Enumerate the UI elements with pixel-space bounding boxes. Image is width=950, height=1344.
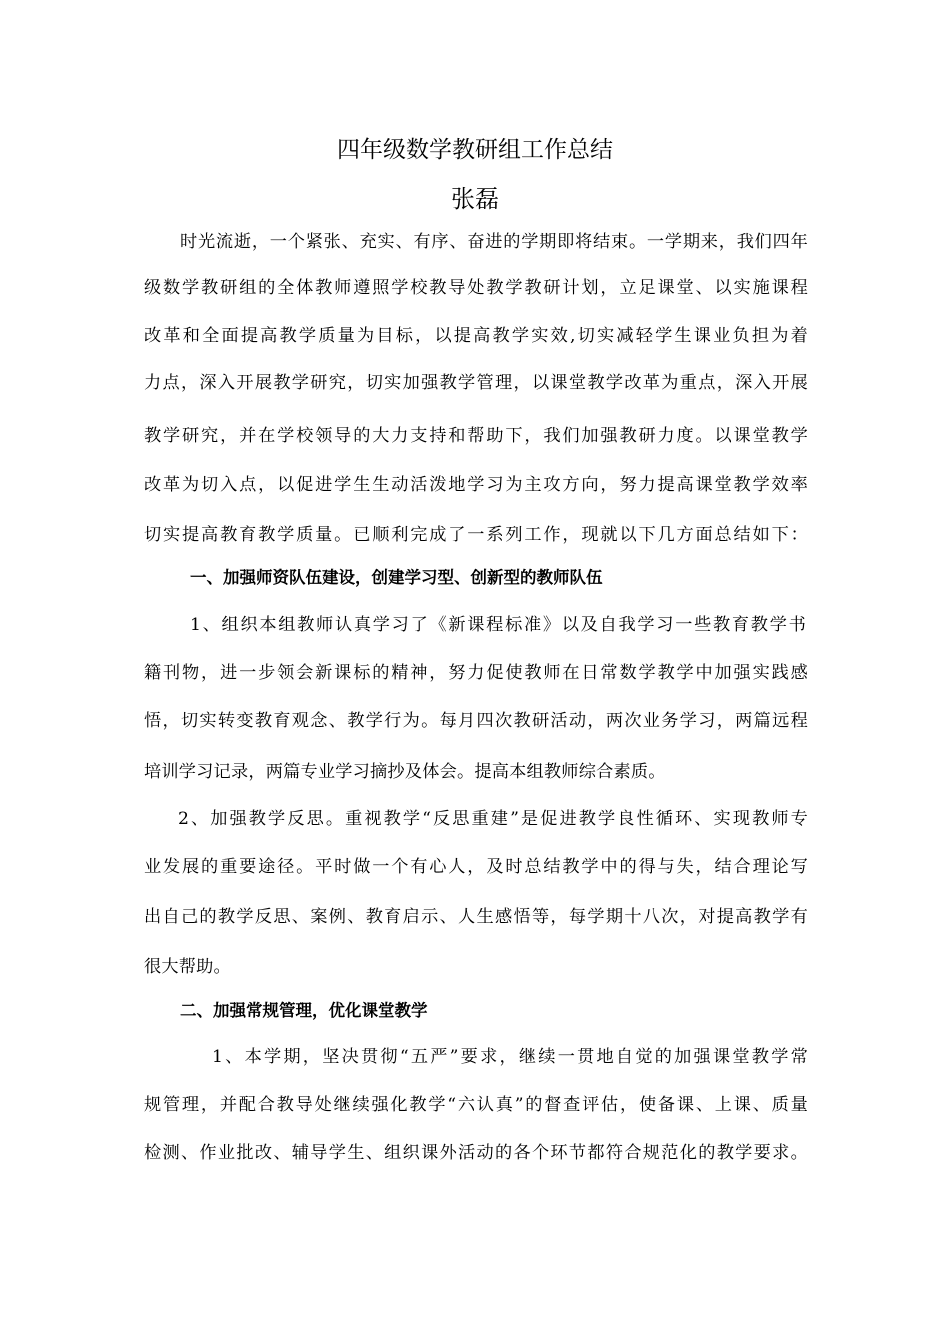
- paragraph-line: 业发展的重要途径。平时做一个有心人，及时总结教学中的得与失，结合理论写: [144, 857, 808, 877]
- section-heading-2: 二、加强常规管理，优化课堂教学: [180, 1001, 428, 1020]
- intro-line: 级数学教研组的全体教师遵照学校教导处教学教研计划，立足课堂、以实施课程: [144, 278, 808, 298]
- paragraph-line: 培训学习记录，两篇专业学习摘抄及体会。提高本组教师综合素质。: [144, 762, 666, 782]
- intro-line: 改革为切入点，以促进学生生动活泼地学习为主攻方向，努力提高课堂教学效率: [144, 475, 808, 495]
- paragraph-line: 出自己的教学反思、案例、教育启示、人生感悟等，每学期十八次，对提高教学有: [144, 907, 808, 927]
- paragraph-line: 很大帮助。: [144, 957, 231, 977]
- intro-line: 切实提高教育教学质量。已顺利完成了一系列工作，现就以下几方面总结如下：: [144, 525, 808, 545]
- paragraph-line: 1、本学期，坚决贯彻“五严”要求，继续一贯地自觉的加强课堂教学常: [212, 1047, 808, 1067]
- author-name: 张磊: [451, 185, 499, 213]
- paragraph-line: 检测、作业批改、辅导学生、组织课外活动的各个环节都符合规范化的教学要求。: [144, 1143, 808, 1163]
- paragraph-line: 籍刊物，进一步领会新课标的精神，努力促使教师在日常数学教学中加强实践感: [144, 663, 808, 683]
- intro-line: 力点，深入开展教学研究，切实加强教学管理，以课堂教学改革为重点，深入开展: [144, 373, 808, 393]
- paragraph-line: 2、加强教学反思。重视教学“反思重建”是促进教学良性循环、实现教师专: [178, 809, 808, 829]
- intro-line: 时光流逝，一个紧张、充实、有序、奋进的学期即将结束。一学期来，我们四年: [180, 232, 808, 252]
- paragraph-line: 悟，切实转变教育观念、教学行为。每月四次教研活动，两次业务学习，两篇远程: [144, 711, 808, 731]
- section-heading-1: 一、加强师资队伍建设，创建学习型、创新型的教师队伍: [190, 568, 603, 587]
- intro-line: 改革和全面提高教学质量为目标，以提高教学实效,切实减轻学生课业负担为着: [144, 326, 808, 346]
- paragraph-line: 1、组织本组教师认真学习了《新课程标准》以及自我学习一些教育教学书: [190, 615, 806, 635]
- paragraph-line: 规管理，并配合教导处继续强化教学“六认真”的督查评估，使备课、上课、质量: [144, 1095, 808, 1115]
- intro-line: 教学研究，并在学校领导的大力支持和帮助下，我们加强教研力度。以课堂教学: [144, 426, 808, 446]
- document-title: 四年级数学教研组工作总结: [337, 137, 613, 163]
